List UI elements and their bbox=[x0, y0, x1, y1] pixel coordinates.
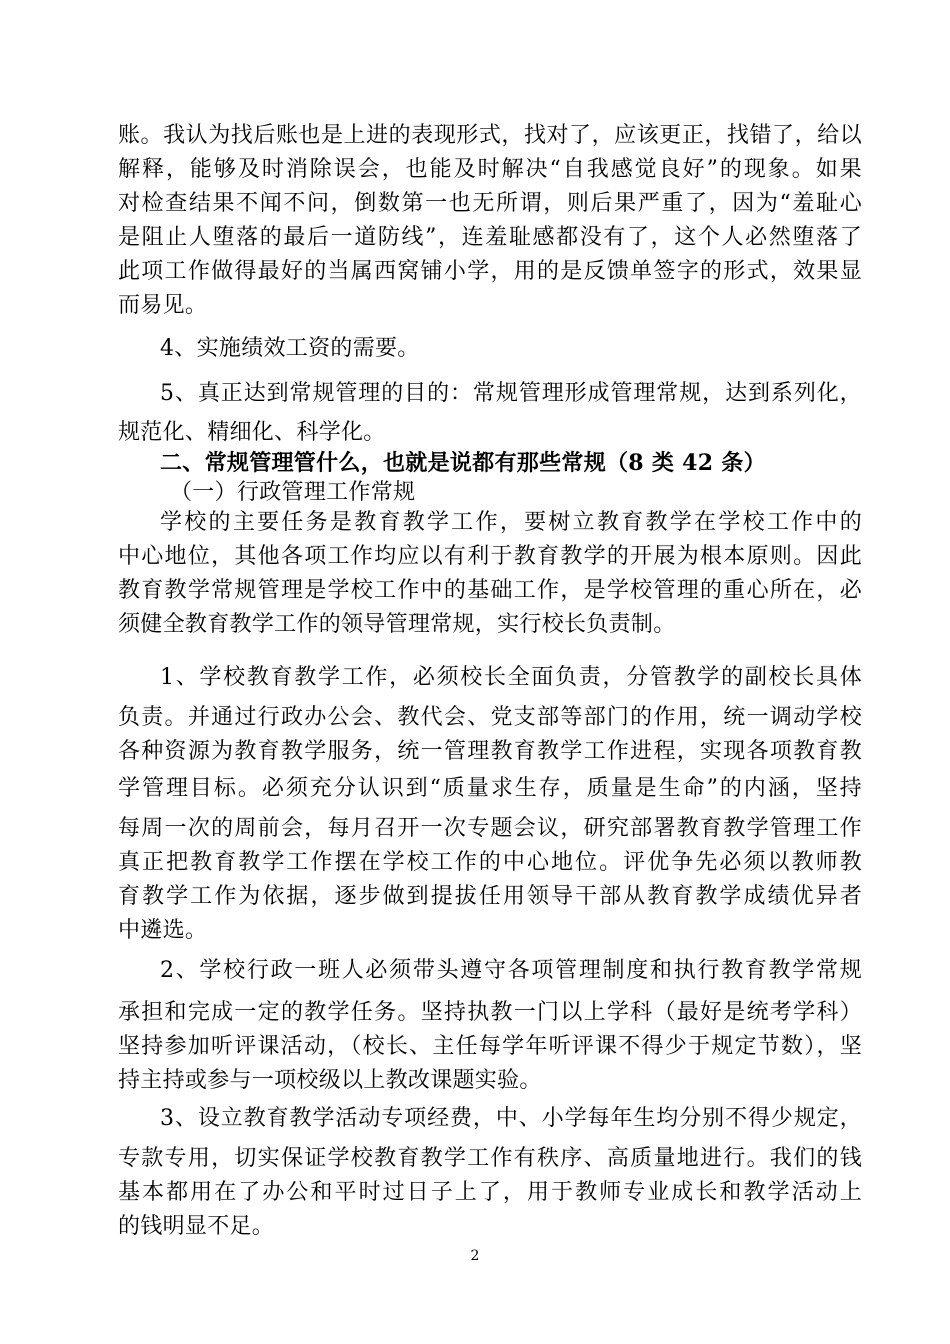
text-line: 持主持或参与一项校级以上教改课题实验。 bbox=[118, 1068, 542, 1093]
text-line: 坚持参加听评课活动，（校长、主任每学年听评课不得少于规定节数），坚 bbox=[118, 1034, 862, 1059]
text-line: 1、学校教育教学工作，必须校长全面负责，分管教学的副校长具体 bbox=[160, 665, 862, 690]
text-line: 专款专用，切实保证学校教育教学工作有秩序、高质量地进行。我们的钱 bbox=[118, 1146, 862, 1171]
text-line: 对检查结果不闻不问，倒数第一也无所谓，则后果严重了，因为“羞耻心 bbox=[118, 191, 862, 216]
text-line: 真正把教育教学工作摆在学校工作的中心地位。评优争先必须以教师教 bbox=[118, 850, 862, 875]
subsection-heading: （一）行政管理工作常规 bbox=[170, 480, 416, 505]
text-line: 各种资源为教育教学服务，统一管理教育教学工作进程，实现各项教育教 bbox=[118, 739, 862, 764]
text-line: 4、实施绩效工资的需要。 bbox=[160, 336, 420, 361]
text-line: 5、真正达到常规管理的目的：常规管理形成管理常规，达到系列化， bbox=[160, 381, 862, 406]
text-line: 每周一次的周前会，每月召开一次专题会议，研究部署教育教学管理工作 bbox=[118, 816, 862, 841]
text-line: 3、设立教育教学活动专项经费，中、小学每年生均分别不得少规定， bbox=[160, 1106, 862, 1131]
text-line: 须健全教育教学工作的领导管理常规，实行校长负责制。 bbox=[118, 612, 676, 637]
text-line: 2、学校行政一班人必须带头遵守各项管理制度和执行教育教学常规 bbox=[160, 958, 862, 983]
text-line: 解释，能够及时消除误会，也能及时解决“自我感觉良好”的现象。如果 bbox=[118, 157, 862, 182]
section-heading: 二、常规管理管什么，也就是说都有那些常规（8 类 42 条） bbox=[160, 450, 766, 476]
text-line: 教育教学常规管理是学校工作中的基础工作，是学校管理的重心所在，必 bbox=[118, 578, 862, 603]
text-line: 承担和完成一定的教学任务。坚持执教一门以上学科（最好是统考学科） bbox=[118, 1000, 862, 1025]
text-line: 负责。并通过行政办公会、教代会、党支部等部门的作用，统一调动学校 bbox=[118, 705, 862, 730]
page-number: 2 bbox=[470, 1248, 480, 1264]
text-line: 中心地位，其他各项工作均应以有利于教育教学的开展为根本原则。因此 bbox=[118, 544, 862, 569]
text-line: 是阻止人堕落的最后一道防线”，连羞耻感都没有了，这个人必然堕落了 bbox=[118, 225, 862, 250]
text-line: 中遴选。 bbox=[118, 918, 208, 943]
text-line: 而易见。 bbox=[118, 293, 208, 318]
text-line: 此项工作做得最好的当属西窝铺小学，用的是反馈单签字的形式，效果显 bbox=[118, 259, 862, 284]
text-line: 的钱明显不足。 bbox=[118, 1214, 275, 1239]
text-line: 基本都用在了办公和平时过日子上了，用于教师专业成长和教学活动上 bbox=[118, 1180, 862, 1205]
text-line: 账。我认为找后账也是上进的表现形式，找对了，应该更正，找错了，给以 bbox=[118, 123, 862, 148]
text-line: 育教学工作为依据，逐步做到提拔任用领导干部从教育教学成绩优异者 bbox=[118, 884, 862, 909]
text-line: 学管理目标。必须充分认识到“质量求生存，质量是生命”的内涵，坚持 bbox=[118, 776, 862, 801]
text-line: 规范化、精细化、科学化。 bbox=[118, 420, 386, 445]
text-line: 学校的主要任务是教育教学工作，要树立教育教学在学校工作中的 bbox=[160, 510, 862, 535]
